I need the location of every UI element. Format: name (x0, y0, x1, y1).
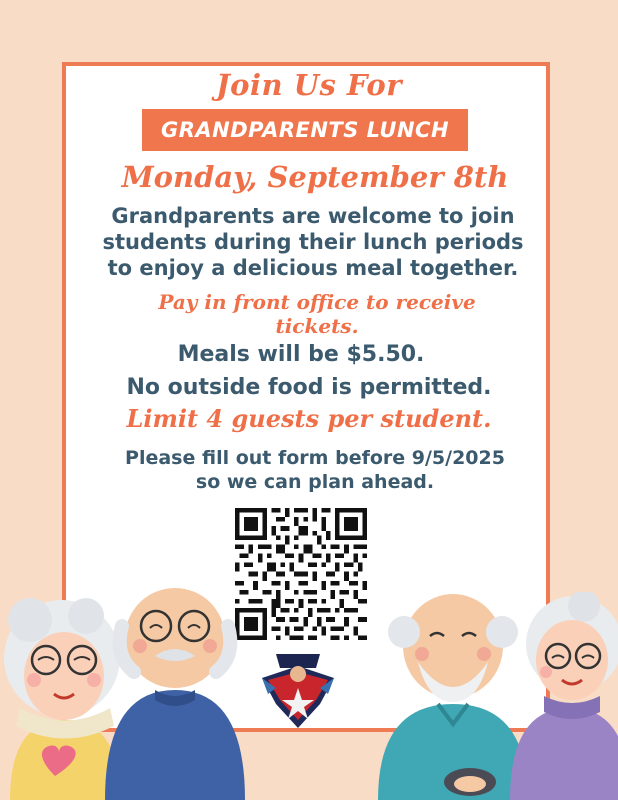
intro-heading: Join Us For (215, 68, 403, 102)
event-date: Monday, September 8th (121, 160, 509, 194)
school-mascot-logo (258, 648, 338, 732)
grandfather-left-illustration (100, 586, 250, 800)
no-outside-food: No outside food is permitted. (126, 375, 492, 400)
event-banner: GRANDPARENTS LUNCH (142, 109, 468, 151)
welcome-text: Grandparents are welcome to join students during their lunch periods to enjoy a delicious meal together. (102, 204, 524, 280)
qr-code[interactable] (235, 508, 367, 640)
guest-limit: Limit 4 guests per student. (126, 404, 492, 433)
hands-illustration (440, 762, 500, 800)
form-note: Please fill out form before 9/5/2025 so we can plan ahead. (125, 447, 505, 493)
grandmother-right-illustration (510, 592, 618, 800)
meal-price: Meals will be $5.50. (177, 342, 425, 367)
payment-note: Pay in front office to receive tickets. (158, 290, 476, 338)
